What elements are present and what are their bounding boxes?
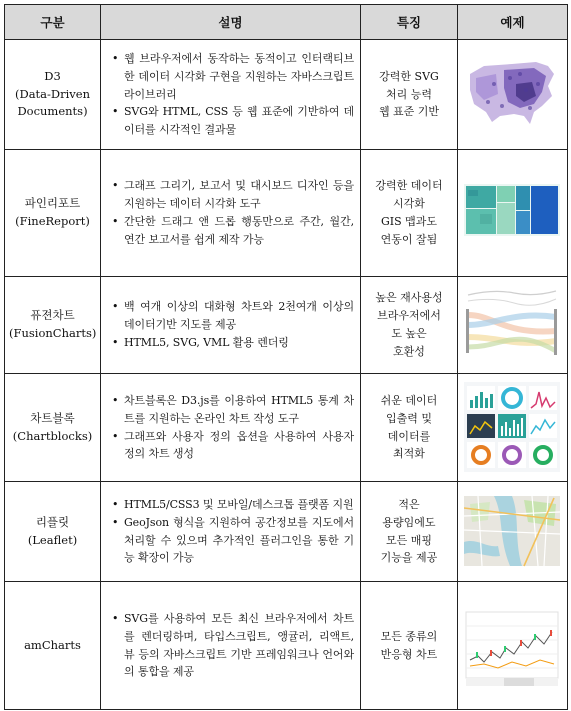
description-bullet: • 백 여개 이상의 대화형 차트와 2천여개 이상의 데이터기반 지도를 제공 bbox=[124, 298, 354, 334]
feature-line: 처리 능력 bbox=[385, 87, 432, 101]
tool-name-cell bbox=[5, 150, 101, 277]
tool-name-cell bbox=[5, 374, 101, 482]
feature-cell bbox=[361, 277, 458, 374]
comparison-table bbox=[4, 4, 568, 710]
table-row bbox=[5, 582, 568, 710]
description-bullet: • 그래프와 사용자 정의 옵션을 사용하여 사용자 정의 차트 생성 bbox=[124, 428, 354, 464]
tool-name-line: (FineReport) bbox=[15, 214, 90, 228]
feature-line: 쉬운 데이터 bbox=[380, 393, 438, 407]
description-bullet: • HTML5/CSS3 및 모바일/데스크톱 플랫폼 지원 bbox=[124, 496, 354, 514]
table-row bbox=[5, 374, 568, 482]
tool-name-cell bbox=[5, 482, 101, 582]
feature-line: 호환성 bbox=[393, 344, 425, 358]
header-description: 설명 bbox=[101, 5, 361, 40]
example-cell bbox=[458, 40, 568, 150]
flow-chart-thumbnail bbox=[464, 281, 561, 369]
feature-cell bbox=[361, 482, 458, 582]
feature-line: 반응형 차트 bbox=[380, 647, 438, 661]
feature-line: 입출력 및 bbox=[385, 411, 432, 425]
example-cell bbox=[458, 150, 568, 277]
tool-name-line: 파인리포트 bbox=[24, 196, 81, 211]
tool-name-line: 퓨젼차트 bbox=[30, 308, 75, 323]
table-row bbox=[5, 40, 568, 150]
feature-line: 모든 매핑 bbox=[385, 533, 432, 547]
table-row bbox=[5, 277, 568, 374]
feature-line: 강력한 SVG bbox=[379, 69, 439, 83]
tool-name-line: D3 bbox=[44, 68, 61, 83]
dashboard-thumbnail bbox=[464, 378, 561, 477]
description-bullet: • GeoJson 형식을 지원하여 공간정보를 지도에서 처리할 수 있으며 추가적인 플러그인을 통한 기능 확장이 가능 bbox=[124, 514, 354, 567]
table-row bbox=[5, 482, 568, 582]
feature-line: 모든 종류의 bbox=[380, 629, 438, 643]
feature-cell bbox=[361, 150, 458, 277]
feature-line: 시각화 bbox=[393, 197, 425, 211]
tool-name-cell bbox=[5, 277, 101, 374]
feature-line: GIS 맵과도 bbox=[380, 215, 438, 228]
feature-line: 기능을 제공 bbox=[380, 551, 438, 565]
description-bullet: • SVG와 HTML, CSS 등 웹 표준에 기반하여 데이터를 시각적인 결과물 bbox=[124, 103, 354, 139]
feature-line: 연동이 잘됨 bbox=[380, 232, 438, 246]
feature-line: 적은 bbox=[398, 497, 420, 511]
example-cell bbox=[458, 582, 568, 710]
tool-name-cell bbox=[5, 40, 101, 150]
stock-chart-thumbnail bbox=[464, 586, 561, 705]
feature-line: 강력한 데이터 bbox=[375, 179, 443, 193]
tool-name-line: 리플릿 bbox=[35, 514, 70, 529]
tool-name-line: (Leaflet) bbox=[27, 532, 78, 547]
header-feature: 특징 bbox=[361, 5, 458, 40]
description-bullet: • 간단한 드래그 앤 드롭 행동만으로 주간, 월간, 연간 보고서를 쉽게 제작 가능 bbox=[124, 213, 354, 249]
feature-line: 도 높은 bbox=[391, 327, 427, 340]
description-cell bbox=[101, 482, 361, 582]
feature-line: 웹 표준 기반 bbox=[378, 105, 440, 119]
description-bullet: • SVG를 사용하여 모든 최신 브라우저에서 차트를 렌더링하며, 타입스크립트, 앵귤러, 리액트, 뷰 등의 자바스크립트 기반 프레임워크나 언어와의 통합을 제공 bbox=[124, 610, 354, 681]
us-choropleth-map-thumbnail bbox=[464, 44, 561, 145]
description-cell bbox=[101, 582, 361, 710]
header-category: 구분 bbox=[5, 5, 101, 40]
example-cell bbox=[458, 374, 568, 482]
header-example: 예제 bbox=[458, 5, 568, 40]
table-row bbox=[5, 150, 568, 277]
description-bullet: • HTML5, SVG, VML 활용 렌더링 bbox=[124, 334, 354, 352]
description-cell bbox=[101, 150, 361, 277]
example-cell bbox=[458, 482, 568, 582]
street-map-thumbnail bbox=[464, 486, 561, 577]
feature-cell bbox=[361, 374, 458, 482]
description-cell bbox=[101, 277, 361, 374]
tool-name-line: 차트블록 bbox=[30, 410, 75, 425]
example-cell bbox=[458, 277, 568, 374]
feature-line: 브라우저에서 bbox=[377, 309, 441, 323]
feature-line: 데이터를 bbox=[387, 429, 431, 443]
tool-name-cell bbox=[5, 582, 101, 710]
header-row bbox=[5, 5, 568, 40]
feature-line: 최적화 bbox=[393, 447, 425, 461]
treemap-thumbnail bbox=[464, 154, 561, 272]
description-bullet: • 차트블록은 D3.js를 이용하여 HTML5 통계 차트를 지원하는 온라인 차트 작성 도구 bbox=[124, 392, 354, 428]
feature-cell bbox=[361, 582, 458, 710]
tool-name-line: amCharts bbox=[24, 637, 81, 652]
feature-line: 용량임에도 bbox=[382, 515, 436, 529]
feature-line: 높은 재사용성 bbox=[375, 291, 443, 305]
tool-name-line: Documents) bbox=[17, 104, 88, 119]
tool-name-line: (Data-Driven bbox=[14, 86, 91, 101]
tool-name-line: (Chartblocks) bbox=[12, 428, 93, 443]
description-cell bbox=[101, 374, 361, 482]
tool-name-line: (FusionCharts) bbox=[9, 326, 97, 340]
feature-cell bbox=[361, 40, 458, 150]
description-cell bbox=[101, 40, 361, 150]
description-bullet: • 웹 브라우저에서 동작하는 동적이고 인터랙티브한 데이터 시각화 구현을 지원하는 자바스크립트 라이브러리 bbox=[124, 50, 354, 103]
description-bullet: • 그래프 그리기, 보고서 및 대시보드 디자인 등을 지원하는 데이터 시각화 도구 bbox=[124, 177, 354, 213]
